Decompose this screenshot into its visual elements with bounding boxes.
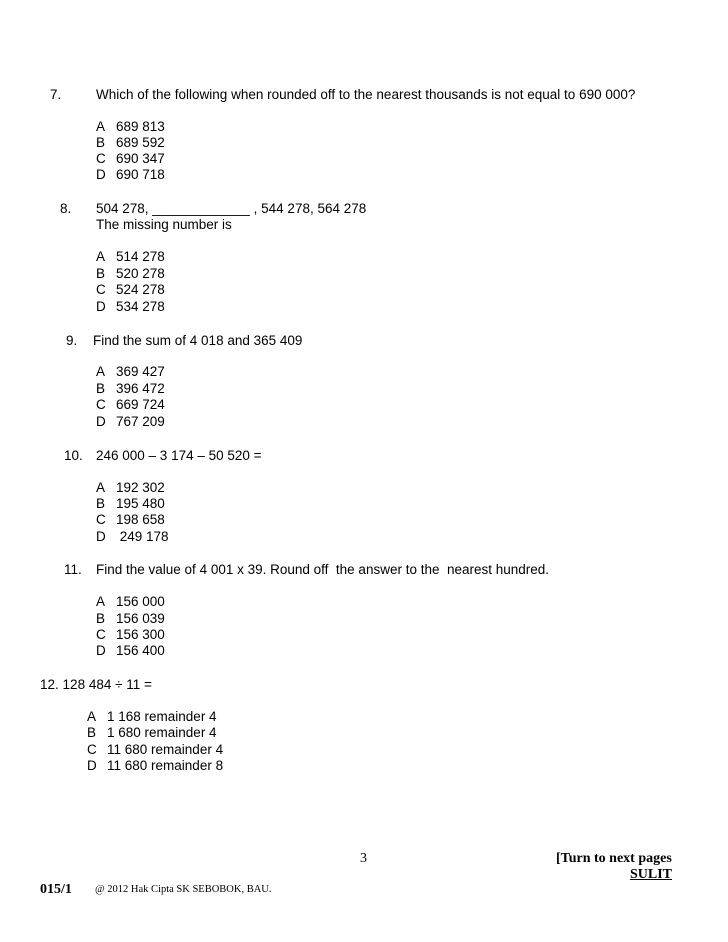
question-8-number: 8.	[60, 201, 72, 216]
question-9-number: 9.	[66, 333, 78, 348]
question-9-option-b: B 396 472	[96, 381, 165, 396]
question-11-number: 11.	[64, 562, 82, 577]
question-10-option-b: B 195 480	[96, 496, 165, 511]
question-12-line	[40, 677, 152, 693]
question-12-option-b: B 1 680 remainder 4	[87, 725, 217, 740]
question-8-text: 504 278, _____________ , 544 278, 564 278	[96, 201, 367, 216]
question-8-option-d: D 534 278	[96, 299, 165, 314]
question-7-option-b: B 689 592	[96, 135, 165, 150]
question-7-number: 7.	[50, 87, 62, 102]
question-7-option-c: C 690 347	[96, 151, 165, 166]
copyright-notice: @ 2012 Hak Cipta SK SEBOBOK, BAU.	[95, 884, 272, 895]
question-11-option-a: A 156 000	[96, 594, 165, 609]
paper-code: 015/1	[40, 882, 72, 897]
question-10-number: 10.	[64, 448, 83, 463]
question-8-option-b: B 520 278	[96, 266, 165, 281]
question-7-option-d: D 690 718	[96, 167, 165, 182]
sulit-label: SULIT	[630, 867, 673, 882]
question-9-option-d: D 767 209	[96, 414, 165, 429]
question-12-text: 128 484 ÷ 11 =	[62, 677, 152, 692]
page-number: 3	[360, 851, 367, 866]
question-10-option-c: C 198 658	[96, 512, 165, 527]
question-8-option-a: A 514 278	[96, 249, 165, 264]
question-11-option-d: D 156 400	[96, 643, 165, 658]
question-9-option-c: C 669 724	[96, 397, 165, 412]
turn-to-next-page: [Turn to next pages	[556, 851, 672, 866]
question-10-option-a: A 192 302	[96, 480, 165, 495]
question-11-text: Find the value of 4 001 x 39. Round off the answer to the nearest hundred.	[96, 562, 550, 577]
question-7-text: Which of the following when rounded off to the nearest thousands is not equal to 690 000?	[96, 87, 636, 102]
question-10-option-d: D 249 178	[96, 529, 169, 544]
question-8-text-line2: The missing number is	[96, 217, 232, 232]
question-11-option-c: C 156 300	[96, 627, 165, 642]
question-7-option-a: A 689 813	[96, 119, 165, 134]
question-10-text: 246 000 – 3 174 – 50 520 =	[96, 448, 262, 463]
question-12-number: 12.	[40, 677, 59, 692]
question-11-option-b: B 156 039	[96, 611, 165, 626]
question-9-option-a: A 369 427	[96, 364, 165, 379]
question-8-option-c: C 524 278	[96, 282, 165, 297]
question-12-option-a: A 1 168 remainder 4	[87, 709, 217, 724]
question-9-text: Find the sum of 4 018 and 365 409	[93, 333, 303, 348]
question-12-option-c: C 11 680 remainder 4	[87, 742, 224, 757]
question-12-option-d: D 11 680 remainder 8	[87, 758, 224, 773]
